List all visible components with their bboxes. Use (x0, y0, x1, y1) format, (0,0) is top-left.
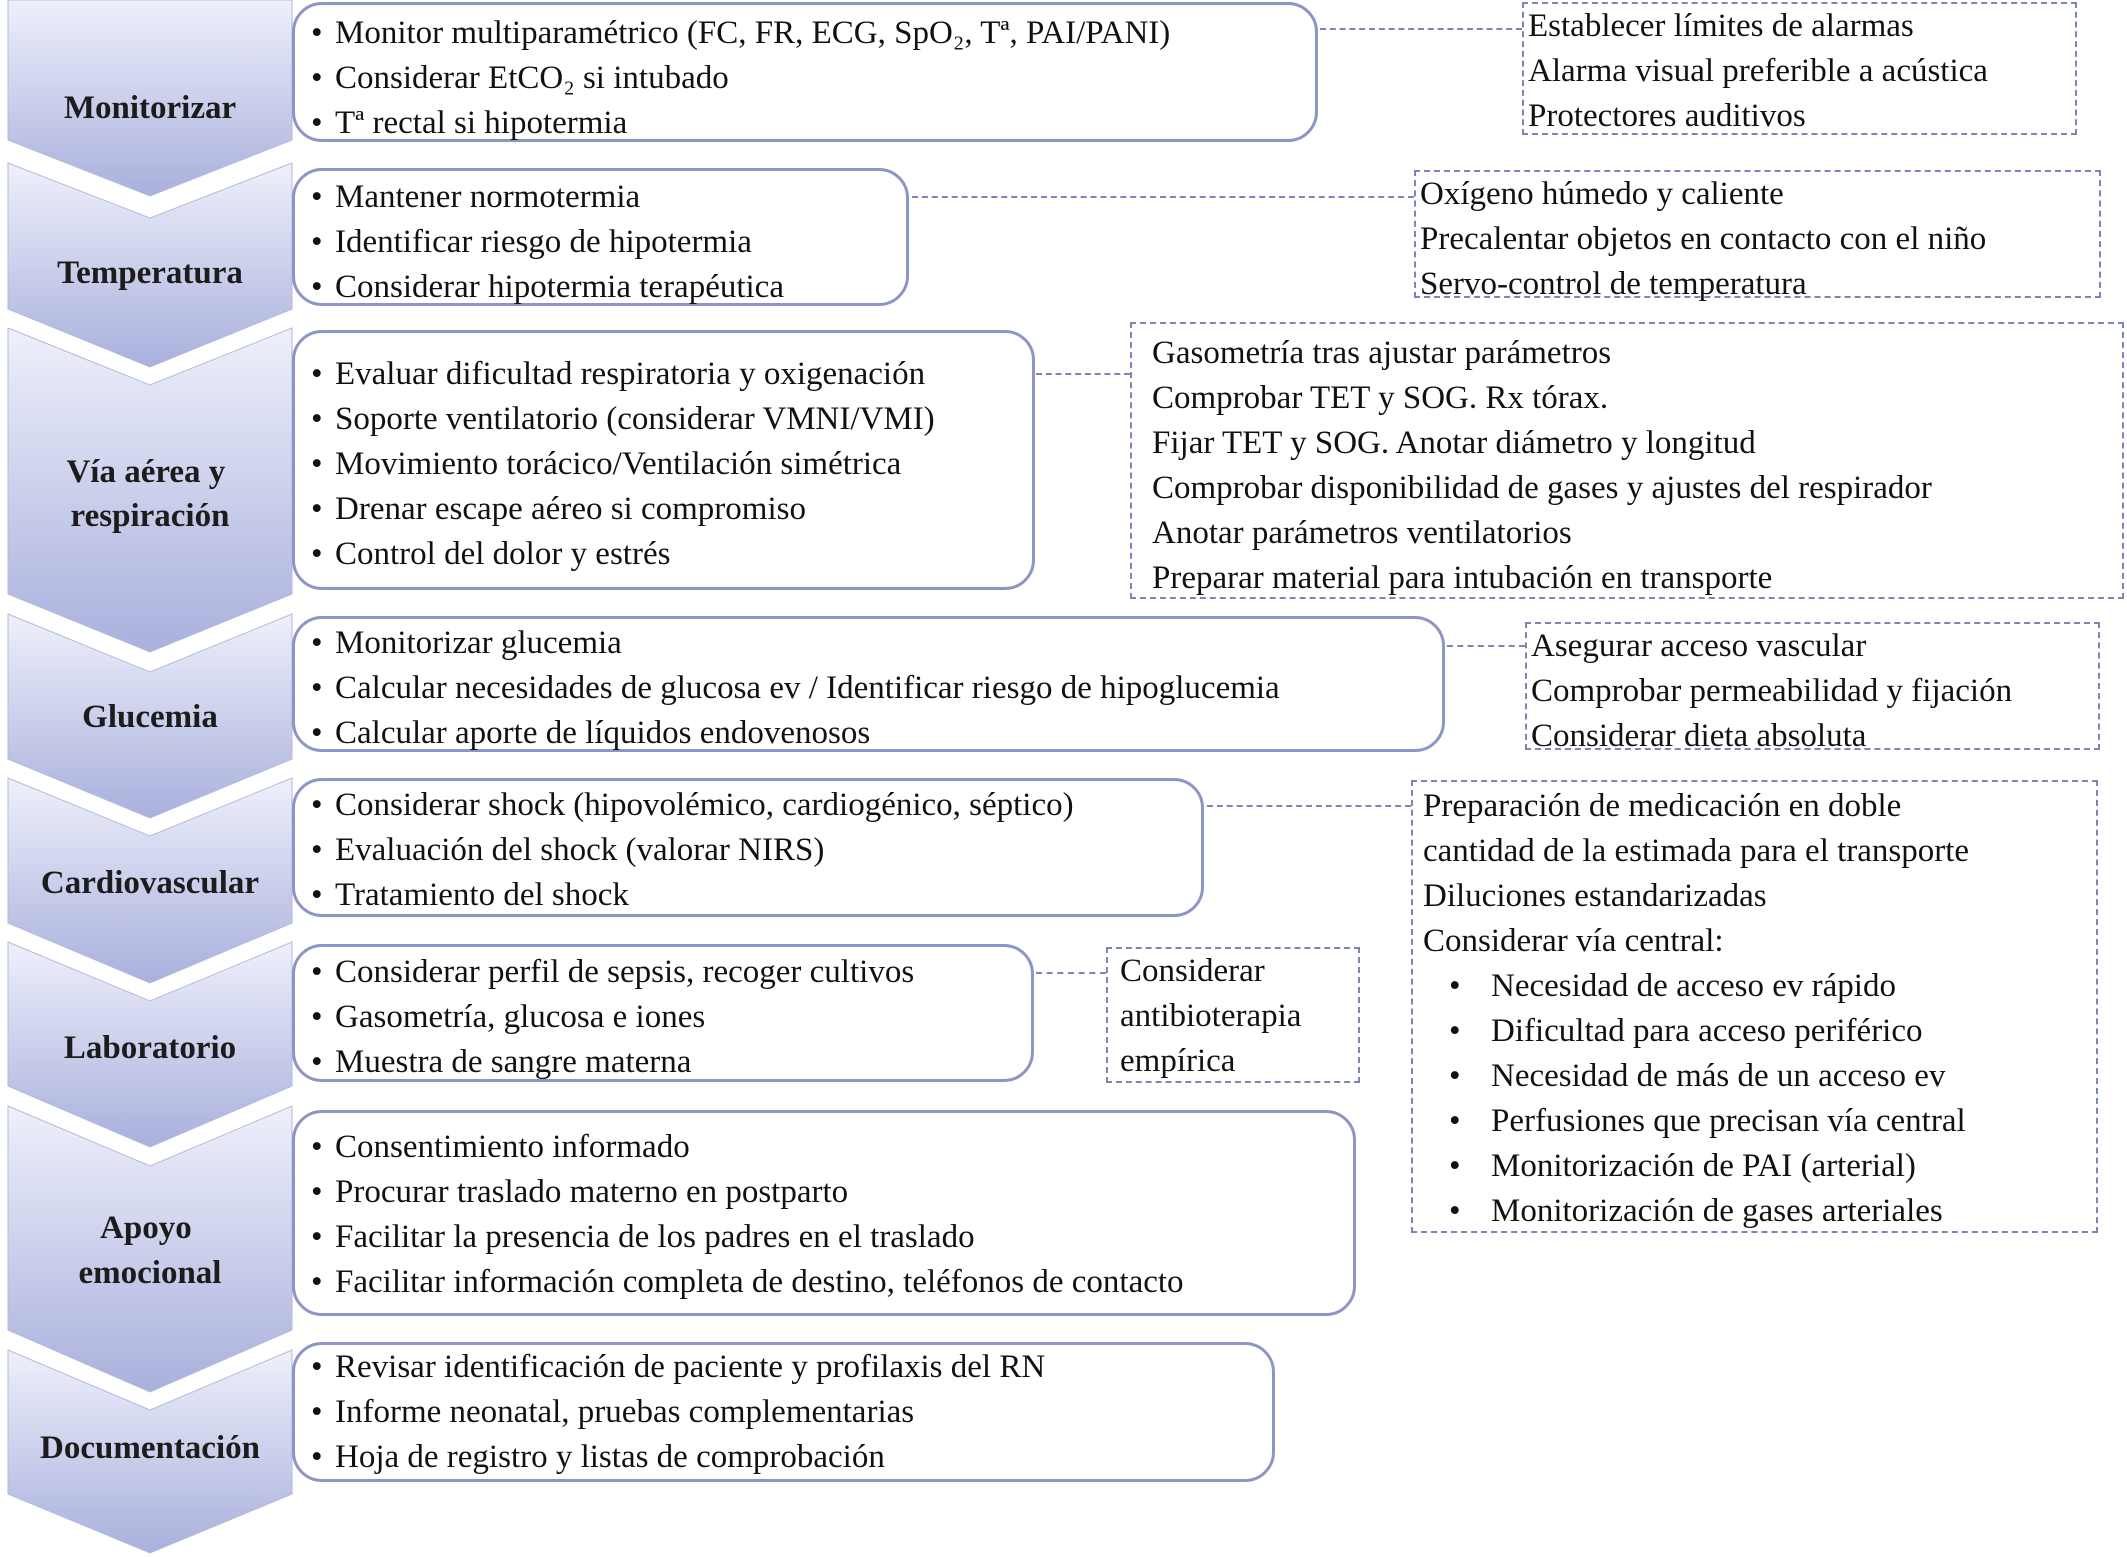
list-item: • Drenar escape aéreo si compromiso (311, 487, 1032, 532)
note-line: Asegurar acceso vascular (1531, 628, 1867, 664)
note-line: Oxígeno húmedo y caliente (1420, 176, 1784, 212)
list-item: • Calcular necesidades de glucosa ev / Identificar riesgo de hipoglucemia (311, 666, 1442, 711)
list-item: • Considerar shock (hipovolémico, cardiogénico, séptico) (311, 783, 1201, 828)
note-bullet-item: • Monitorización de gases arteriales (1423, 1189, 2096, 1234)
note-line: Fijar TET y SOG. Anotar diámetro y longitud (1152, 425, 1756, 461)
list-cardiovascular (311, 783, 1201, 918)
note-bullet-item: • Necesidad de acceso ev rápido (1423, 964, 2096, 1009)
svg-text:Cardiovascular (41, 865, 259, 901)
list-item: • Facilitar la presencia de los padres en el traslado (311, 1215, 1353, 1260)
list-documentacion (311, 1345, 1272, 1480)
connector-via-aerea (1036, 373, 1130, 375)
note-line: Preparar material para intubación en transporte (1152, 560, 1773, 596)
step-label-documentacion: Documentación (40, 1430, 260, 1466)
step-label-via-aerea-1: Vía aérea y (66, 454, 226, 490)
step-label-cardiovascular: Cardiovascular (40, 865, 260, 901)
connector-monitorizar (1320, 28, 1522, 30)
svg-text:Monitorizar (64, 90, 236, 126)
list-item: • Mantener normotermia (311, 175, 906, 220)
list-item: • Gasometría, glucosa e iones (311, 995, 1031, 1040)
note-line: cantidad de la estimada para el transporte (1423, 833, 1970, 869)
list-item: • Revisar identificación de paciente y profilaxis del RN (311, 1345, 1272, 1390)
note-glucemia (1525, 622, 2100, 754)
list-item: • Monitor multiparamétrico (FC, FR, ECG, SpO₂, Tª, PAI/PANI) (311, 11, 1315, 56)
note-line: empírica (1120, 1043, 1236, 1079)
card-temperatura (292, 168, 909, 306)
list-item: • Hoja de registro y listas de comprobación (311, 1435, 1272, 1480)
svg-text:Documentación (40, 1430, 260, 1466)
connector-temperatura (912, 196, 1414, 198)
list-item: • Calcular aporte de líquidos endovenosos (311, 711, 1442, 756)
step-label-monitorizar: Monitorizar (63, 90, 237, 126)
list-temperatura (311, 175, 906, 310)
card-documentacion (292, 1342, 1275, 1482)
note-bullet-item: • Dificultad para acceso periférico (1423, 1009, 2096, 1054)
card-laboratorio (292, 944, 1034, 1082)
list-laboratorio (311, 950, 1031, 1085)
step-label-temperatura: Temperatura (57, 255, 243, 291)
note-bullet-item: • Monitorización de PAI (arterial) (1423, 1144, 2096, 1189)
note-laboratorio (1106, 947, 1360, 1083)
card-monitorizar (292, 2, 1318, 142)
list-item: • Tratamiento del shock (311, 873, 1201, 918)
note-line: Comprobar disponibilidad de gases y ajustes del respirador (1152, 470, 1932, 506)
list-item: • Muestra de sangre materna (311, 1040, 1031, 1085)
svg-text:Laboratorio (64, 1030, 236, 1066)
list-apoyo-emocional (311, 1125, 1353, 1305)
note-via-aerea (1130, 322, 2124, 599)
note-line: Diluciones estandarizadas (1423, 878, 1767, 914)
list-item: • Informe neonatal, pruebas complementarias (311, 1390, 1272, 1435)
note-line: Servo-control de temperatura (1420, 266, 1807, 302)
list-item: • Tª rectal si hipotermia (311, 101, 1315, 146)
list-item: • Control del dolor y estrés (311, 532, 1032, 577)
list-item: • Consentimiento informado (311, 1125, 1353, 1170)
connector-cardiovascular (1207, 805, 1411, 807)
list-item: • Considerar hipotermia terapéutica (311, 265, 906, 310)
note-line: Gasometría tras ajustar parámetros (1152, 335, 1612, 371)
note-line: Precalentar objetos en contacto con el niño (1420, 221, 1987, 257)
note-cardiovascular (1411, 780, 2098, 1233)
list-item: • Evaluación del shock (valorar NIRS) (311, 828, 1201, 873)
note-bullet-item: • Necesidad de más de un acceso ev (1423, 1054, 2096, 1099)
list-item: • Movimiento torácico/Ventilación simétrica (311, 442, 1032, 487)
note-line: Considerar vía central: (1423, 923, 1724, 959)
list-via-aerea (311, 352, 1032, 577)
connector-laboratorio (1036, 972, 1106, 974)
note-line: Preparación de medicación en doble (1423, 788, 1902, 824)
note-line: Considerar (1120, 953, 1265, 989)
note-line: Considerar dieta absoluta (1531, 718, 1867, 754)
list-item: • Facilitar información completa de destino, teléfonos de contacto (311, 1260, 1353, 1305)
list-item: • Identificar riesgo de hipotermia (311, 220, 906, 265)
list-item: • Considerar perfil de sepsis, recoger cultivos (311, 950, 1031, 995)
step-label-via-aerea-2: respiración (70, 498, 230, 534)
chevron-via-aerea (8, 328, 292, 652)
list-item: • Soporte ventilatorio (considerar VMNI/VMI) (311, 397, 1032, 442)
note-line: Protectores auditivos (1528, 98, 1806, 134)
card-apoyo-emocional (292, 1110, 1356, 1316)
connector-glucemia (1447, 645, 1525, 647)
list-monitorizar (311, 11, 1315, 146)
note-line: Comprobar TET y SOG. Rx tórax. (1152, 380, 1609, 416)
card-cardiovascular (292, 778, 1204, 917)
chevron-apoyo-emocional (8, 1106, 292, 1392)
note-line: Anotar parámetros ventilatorios (1152, 515, 1572, 551)
note-line: Establecer límites de alarmas (1528, 8, 1914, 44)
svg-text:Temperatura (57, 255, 243, 291)
list-glucemia (311, 621, 1442, 756)
list-item: • Procurar traslado materno en postparto (311, 1170, 1353, 1215)
chevron-monitorizar (8, 0, 292, 196)
step-label-laboratorio: Laboratorio (63, 1030, 237, 1066)
card-via-aerea (292, 330, 1035, 590)
card-glucemia (292, 616, 1445, 752)
note-bullet-item: • Perfusiones que precisan vía central (1423, 1099, 2096, 1144)
note-temperatura (1414, 170, 2101, 302)
step-label-apoyo-2: emocional (78, 1255, 222, 1291)
svg-text:Glucemia (82, 699, 218, 735)
note-monitorizar (1522, 2, 2077, 135)
note-line: antibioterapia (1120, 998, 1302, 1034)
note-line: Comprobar permeabilidad y fijación (1531, 673, 2013, 709)
note-line: Alarma visual preferible a acústica (1528, 53, 1988, 89)
list-item: • Monitorizar glucemia (311, 621, 1442, 666)
list-item: • Considerar EtCO₂ si intubado (311, 56, 1315, 101)
step-label-apoyo-1: Apoyo (100, 1210, 192, 1246)
step-label-glucemia: Glucemia (82, 699, 218, 735)
list-item: • Evaluar dificultad respiratoria y oxigenación (311, 352, 1032, 397)
